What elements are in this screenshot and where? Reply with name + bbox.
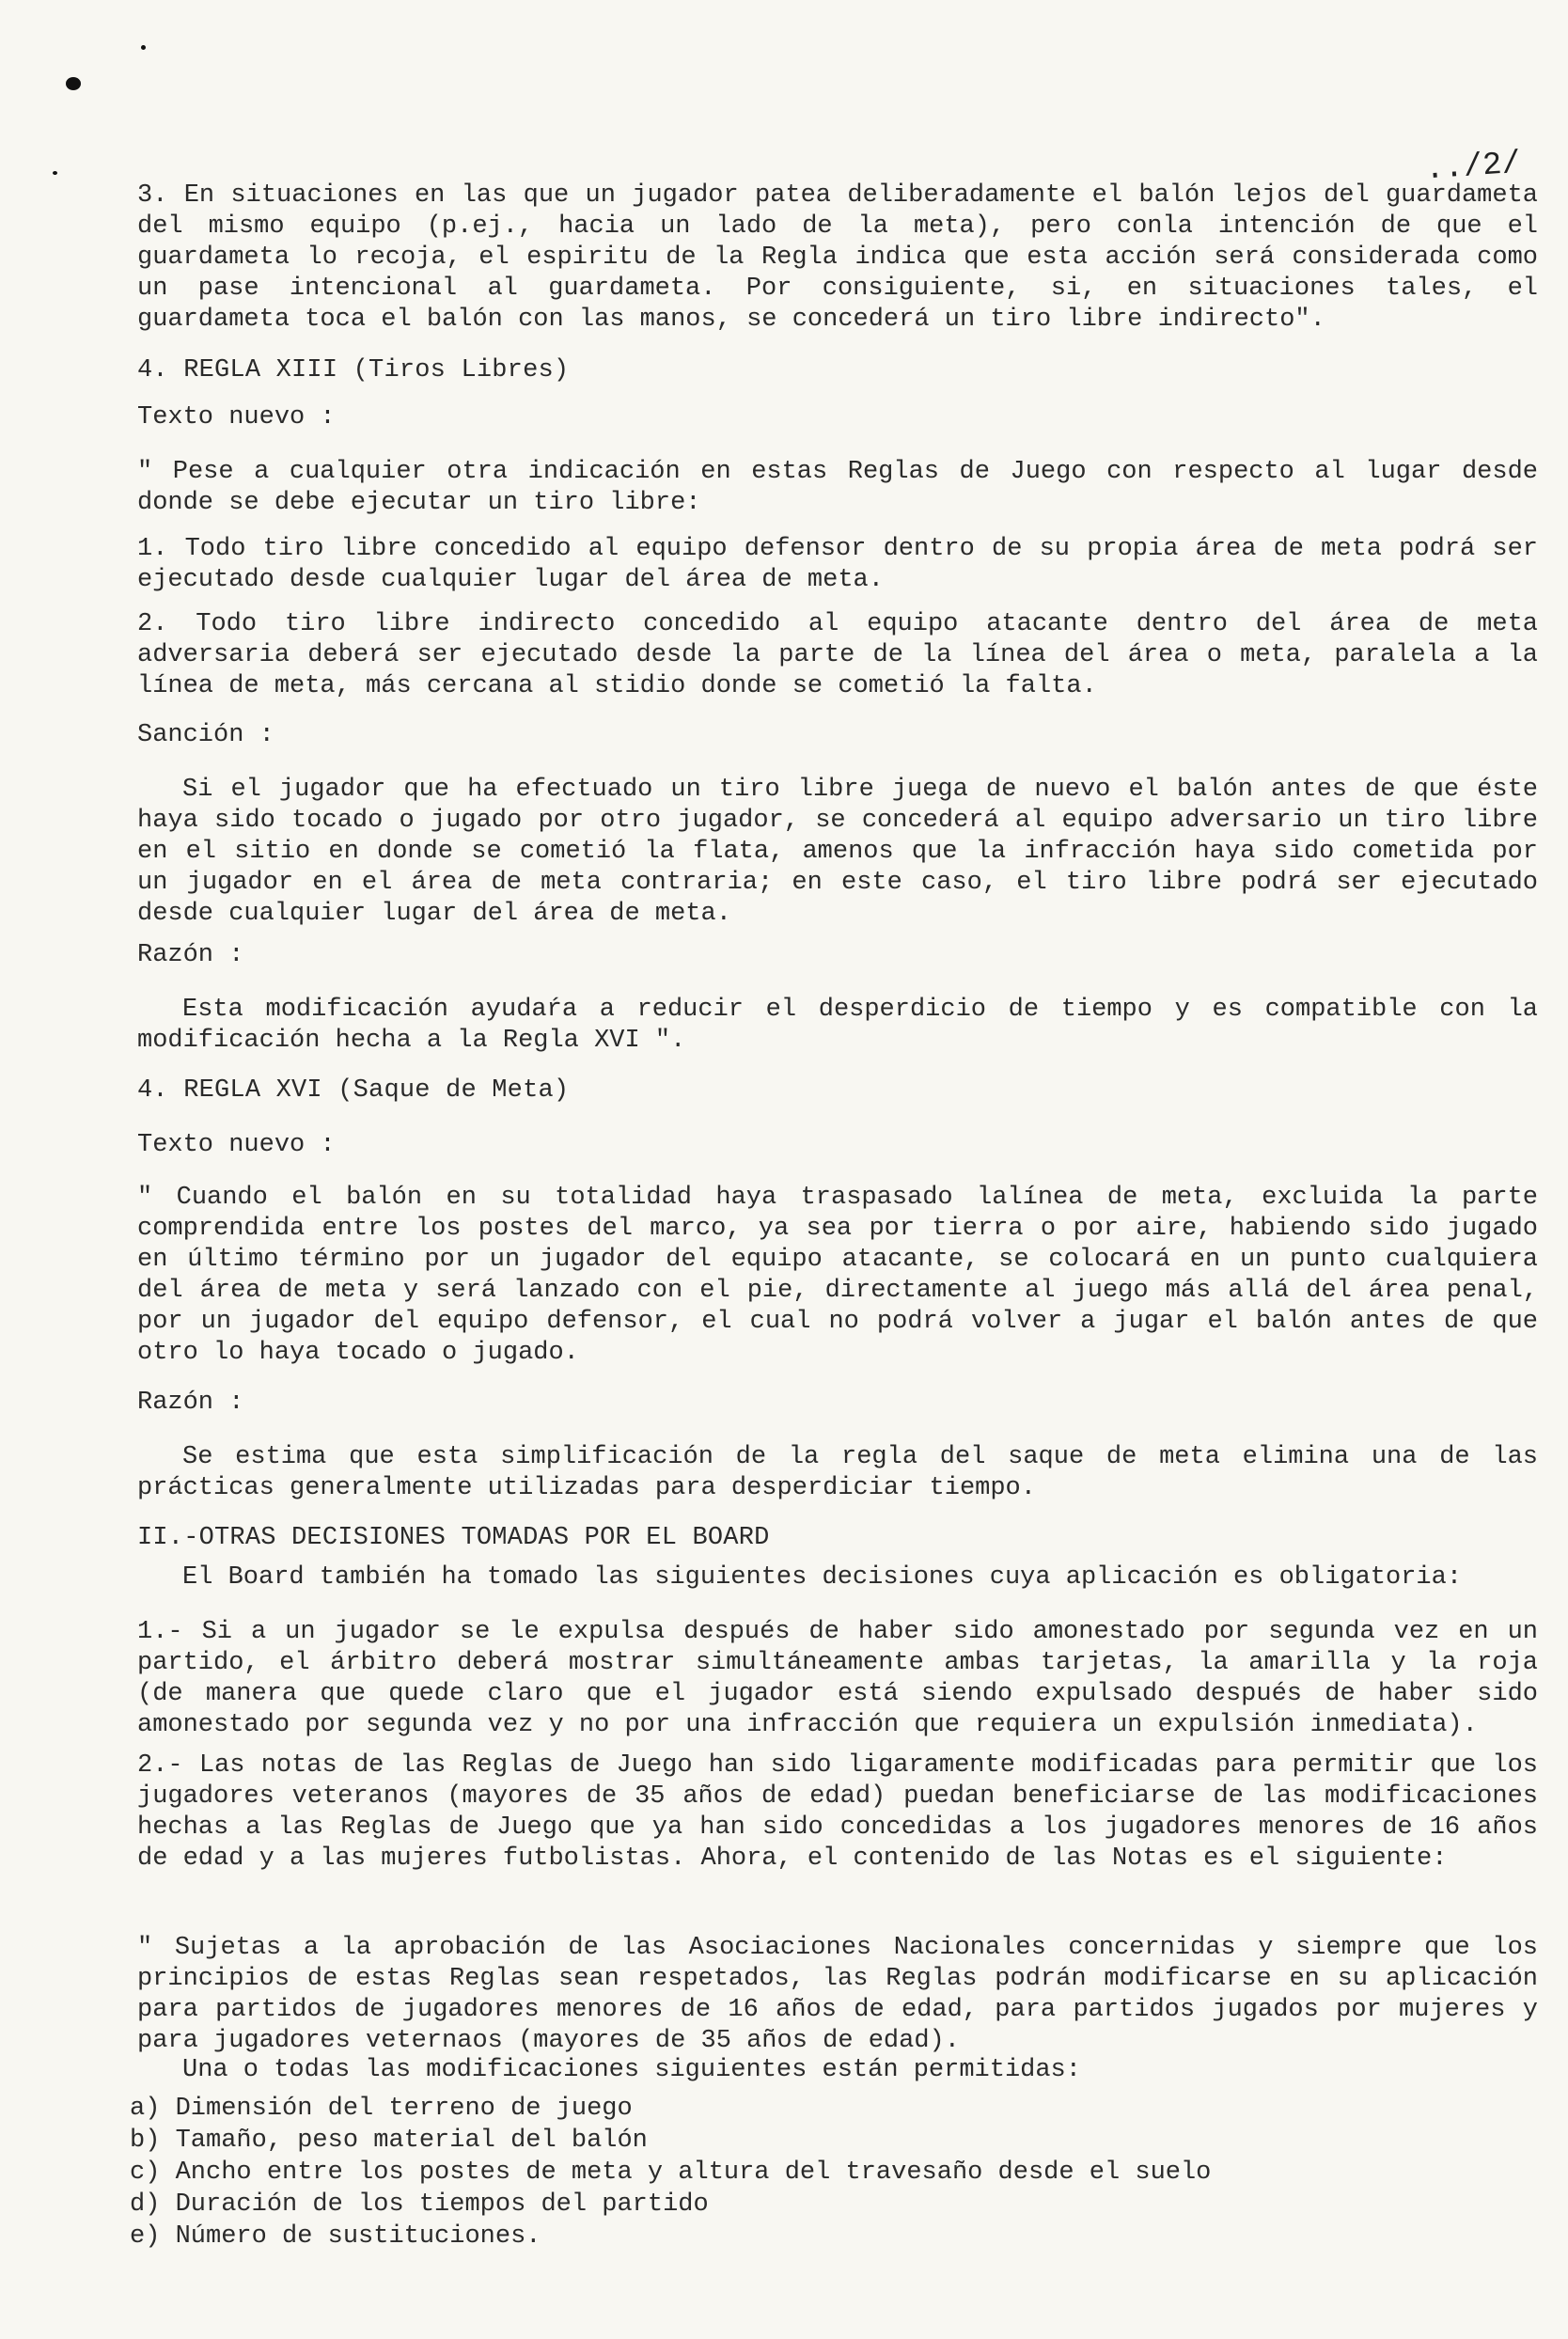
list-item: e) Número de sustituciones. <box>130 2222 541 2252</box>
label-razon-1: Razón : <box>137 941 244 969</box>
list-item: a) Dimensión del terreno de juego <box>130 2095 633 2123</box>
label-texto-nuevo-1: Texto nuevo : <box>137 403 336 432</box>
ink-dot-small <box>53 171 57 175</box>
board-decision-1: 1.- Si a un jugador se le expulsa después de haber sido amonestado por segunda vez en un partido, el árbitro deberá mostrar simultáneamente ambas tarjetas, la amarilla y la roja (de manera que quede claro que el jugador está siendo expulsado después de haber sido amonestado por segunda vez y no por una infracción que requiera un expulsión inmediata). <box>137 1618 1538 1739</box>
board-intro: El Board también ha tomado las siguientes decisiones cuya aplicación es obligatoria: <box>182 1563 1463 1592</box>
regla-xvi-text: " Cuando el balón en su totalidad haya traspasado lalínea de meta, excluida la parte comprendida entre los postes del marco, ya sea por tierra o por aire, habiendo sido jugado en último término por un jugador del equipo atacante, se colocará en un punto cualquiera del área de meta y será lanzado con el pie, directamente al juego más allá del área penal, por un jugador del equipo defensor, el cual no podrá volver a jugar el balón antes de que otro lo haya tocado o jugado. <box>137 1184 1538 1367</box>
list-item: d) Duración de los tiempos del partido <box>130 2190 709 2220</box>
heading-section-ii: II.-OTRAS DECISIONES TOMADAS POR EL BOARD <box>137 1524 770 1552</box>
notas-list-intro: Una o todas las modificaciones siguientes están permitidas: <box>182 2056 1081 2084</box>
modifications-list <box>130 2093 1493 2253</box>
ink-blot <box>66 77 81 90</box>
regla-xiii-item-2: 2. Todo tiro libre indirecto concedido al equipo atacante dentro del área de meta adversaria deberá ser ejecutado desde la parte de la línea del área o meta, paralela a la línea de meta, más cercana al stidio donde se cometió la falta. <box>137 610 1538 700</box>
board-decision-2: 2.- Las notas de las Reglas de Juego han sido ligaramente modificadas para permitir que los jugadores veteranos (mayores de 35 años de edad) puedan beneficiarse de las modificaciones hechas a las Reglas de Juego que ya han sido concedidas a los jugadores menores de 16 años de edad y a las mujeres futbolistas. Ahora, el contenido de las Notas es el siguiente: <box>137 1751 1538 1873</box>
sancion-text: Si el jugador que ha efectuado un tiro libre juega de nuevo el balón antes de que éste haya sido tocado o jugado por otro jugador, se concederá al equipo adversario un tiro libre en el sitio en donde se cometió la flata, amenos que la infracción haya sido cometida por un jugador en el área de meta contraria; en este caso, el tiro libre podrá ser ejecutado desde cualquier lugar del área de meta. <box>137 776 1538 928</box>
regla-xiii-item-1: 1. Todo tiro libre concedido al equipo defensor dentro de su propia área de meta podrá ser ejecutado desde cualquier lugar del área de meta. <box>137 535 1538 594</box>
paragraph-3: 3. En situaciones en las que un jugador patea deliberadamente el balón lejos del guardameta del mismo equipo (p.ej., hacia un lado de la meta), pero conla intención de que el guardameta lo recoja, el espiritu de la Regla indica que esta acción será considerada como un pase intencional al guardameta. Por consiguiente, si, en situaciones tales, el guardameta toca el balón con las manos, se concederá un tiro libre indirecto". <box>137 181 1538 334</box>
notas-text: " Sujetas a la aprobación de las Asociaciones Nacionales concernidas y siempre que los principios de estas Reglas sean respetados, las Reglas podrán modificarse en su aplicación para partidos de jugadores menores de 16 años de edad, para partidos jugados por mujeres y para jugadores veternaos (mayores de 35 años de edad). <box>137 1934 1538 2055</box>
page-number: ../2/ <box>1423 146 1523 189</box>
list-item: b) Tamaño, peso material del balón <box>130 2127 648 2156</box>
heading-regla-xvi: 4. REGLA XVI (Saque de Meta) <box>137 1076 570 1105</box>
label-texto-nuevo-2: Texto nuevo : <box>137 1131 336 1159</box>
list-item: c) Ancho entre los postes de meta y altura del travesaño desde el suelo <box>130 2158 1212 2188</box>
heading-regla-xiii: 4. REGLA XIII (Tiros Libres) <box>137 356 570 385</box>
label-sancion: Sanción : <box>137 721 274 749</box>
ink-dot <box>141 45 146 50</box>
razon-1-text: Esta modificación ayudaŕa a reducir el desperdicio de tiempo y es compatible con la modificación hecha a la Regla XVI ". <box>137 996 1538 1055</box>
label-razon-2: Razón : <box>137 1389 244 1417</box>
razon-2-text: Se estima que esta simplificación de la regla del saque de meta elimina una de las prácticas generalmente utilizadas para desperdiciar tiempo. <box>137 1443 1538 1502</box>
regla-xiii-intro: " Pese a cualquier otra indicación en estas Reglas de Juego con respecto al lugar desde donde se debe ejecutar un tiro libre: <box>137 458 1538 517</box>
